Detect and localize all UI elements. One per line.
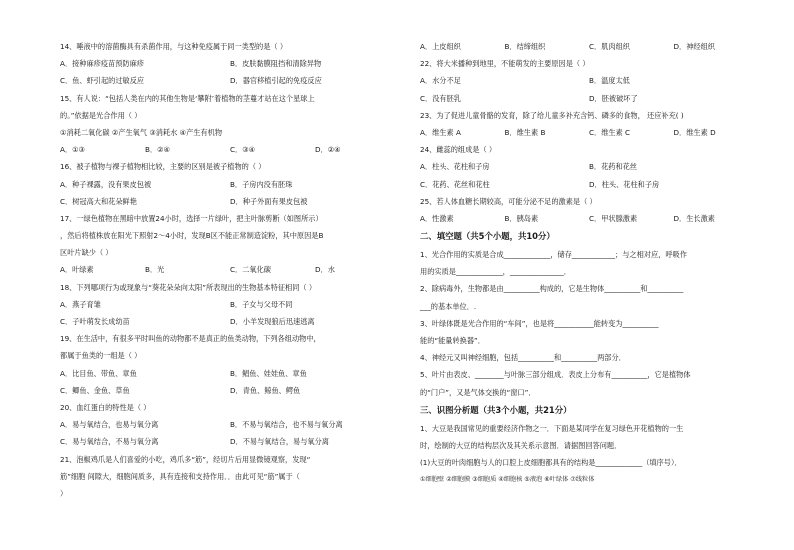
analysis-structure-items: ①细胞壁 ②细胞膜 ③细胞质 ④细胞核 ⑤液泡 ⑥叶绿体 ⑦线粒体 — [420, 476, 595, 484]
q24-option-a: A．柱头、花柱和子房 — [420, 162, 490, 172]
q14-stem: 14、唾液中的溶菌酶具有杀菌作用，与这种免疫属于同一类型的是（ ） — [60, 42, 288, 51]
q14-option-c: C．鱼、虾引起的过敏反应 — [60, 76, 145, 86]
q19-stem-2: 都属于鱼类的一组是（ ） — [60, 351, 142, 361]
fill-line-9: 的“门户”，又是气体交换的“窗口”． — [420, 387, 536, 397]
q22-option-b: B．温度太低 — [589, 76, 630, 86]
q21-stem-2: 筋”细胞 间隙大，细胞间质多，具有连接和支持作用．．由此可见“筋”属于（ — [60, 471, 300, 481]
q16-options-row2 — [60, 193, 400, 210]
q17-options — [60, 261, 400, 278]
q21-options — [420, 38, 758, 55]
q18-option-d: D．小羊发现狼后迅速逃离 — [230, 317, 315, 326]
q17-stem-3: 区叶片缺少（ ） — [60, 248, 113, 258]
q14-option-a: A．接种麻疹疫苗预防麻疹 — [60, 59, 144, 69]
q18-options-row2 — [60, 313, 400, 330]
q20-options-row2 — [60, 433, 400, 450]
q22-option-a: A．水分不足 — [420, 76, 461, 86]
q15-items: ①消耗二氧化碳 ②产生氧气 ③消耗水 ④产生有机物 — [60, 127, 223, 137]
q25-option-c: C．甲状腺激素 — [589, 213, 638, 223]
left-column — [60, 38, 400, 502]
q19-option-d: D．青鱼、鲸鱼、鳄鱼 — [230, 385, 301, 395]
q15-option-d: D．②④ — [315, 145, 341, 155]
q16-option-b: B．子房内没有胚珠 — [230, 179, 293, 189]
fill-line-2: 用的实质是_____________，_______________． — [420, 267, 571, 277]
q23-option-a: A．维生素 A — [420, 127, 461, 137]
q22-options-row1 — [420, 72, 758, 89]
q22-stem: 22、将大米播种到地里，不能萌发的主要原因是（ ） — [420, 59, 590, 69]
q20-option-b: B．不易与氧结合，也不易与氧分离 — [230, 420, 343, 430]
q18-options-row1 — [60, 296, 400, 313]
q20-stem: 20、血红蛋白的特性是（ ） — [60, 402, 151, 412]
q24-option-b: B．花药和花丝 — [589, 162, 638, 172]
q23-stem: 23、为了促进儿童骨骼的发育，除了给儿童多补充含钙、磷多的食物， 还应补充( ) — [420, 110, 684, 120]
q21-option-b: B．结缔组织 — [504, 42, 546, 51]
q19-option-c: C．鲫鱼、金鱼、草鱼 — [60, 385, 130, 395]
q24-option-c: C．花药、花丝和花柱 — [420, 179, 490, 189]
section-2-title: 二、填空题（共5个小题，共10分） — [420, 231, 555, 242]
q16-option-d: D．种子外面有果皮包被 — [230, 196, 308, 206]
fill-line-3: 2、除病毒外，生物都是由__________构成的，它是生物体__________和__________ — [420, 284, 684, 294]
q18-stem: 18、下列哪项行为或现象与“葵花朵朵向太阳”所表现出的生物基本特征相同（ ） — [60, 282, 317, 292]
q22-options-row2 — [420, 90, 758, 107]
q15-option-a: A．①③ — [60, 145, 85, 155]
q21-stem-3: ） — [60, 488, 68, 498]
q25-stem: 25、若人体血糖长期较高，可能分泌不足的激素是（ ） — [420, 196, 597, 206]
q15-stem-2: 的。”依据是光合作用（ ） — [60, 110, 142, 120]
fill-line-1: 1、光合作用的实质是合成_____________，储存____________；与之相对应，呼吸作 — [420, 250, 687, 260]
q23-option-d: D．维生素 D — [673, 127, 716, 137]
q19-stem-1: 19、在生活中，有很多平时叫鱼的动物都不是真正的鱼类动物，下列各组动物中， — [60, 334, 321, 344]
section-3-title: 三、识图分析题（共3个小题，共21分） — [420, 404, 572, 415]
q19-option-b: B．鲳鱼、娃娃鱼、章鱼 — [230, 368, 307, 378]
q24-option-d: D．柱头、花柱和子房 — [589, 179, 660, 189]
q23-options — [420, 124, 758, 141]
q20-option-a: A．易与氧结合，也易与氧分离 — [60, 420, 159, 430]
q15-option-b: B．②④ — [145, 145, 171, 155]
q17-stem-2: ，然后将植株放在阳光下照射2～4小时，发现B区不能正常制造淀粉，其中原因是B — [60, 231, 324, 241]
fill-line-7: 4、神经元又叫神经细胞，包括__________和__________两部分． — [420, 353, 626, 363]
q17-stem-1: 17、一绿色植物在黑暗中放置24小时，选择一片绿叶，把主叶脉剪断（如图所示） — [60, 213, 323, 223]
fill-line-4: ___的基本单位．. — [420, 301, 477, 311]
q25-option-d: D．生长激素 — [673, 213, 715, 223]
fill-line-8: 5、叶片由表皮、________与叶脉三部分组成．表皮上分布有__________，它是植物体 — [420, 370, 691, 380]
q15-option-c: C．③④ — [230, 145, 256, 155]
q23-option-c: C．维生素 C — [589, 127, 631, 137]
q21-option-c: C．肌肉组织 — [589, 42, 630, 51]
q17-option-d: D．水 — [315, 265, 335, 275]
q16-option-a: A．种子裸露，没有果皮包被 — [60, 179, 152, 189]
right-column — [420, 38, 758, 489]
q21-stem-1: 21、泡椒鸡爪是人们喜爱的小吃，鸡爪多“筋”，经切片后用显微镜观察，发现“ — [60, 454, 311, 464]
q20-option-c: C．易与氧结合，不易与氧分离 — [60, 437, 159, 447]
q17-option-c: C．二氧化碳 — [230, 265, 271, 275]
q24-options-row1 — [420, 158, 758, 175]
q18-option-c: C．子叶萌发长成幼苗 — [60, 317, 130, 326]
q25-option-b: B．胰岛素 — [504, 213, 539, 223]
q24-options-row2 — [420, 176, 758, 193]
q21-option-d: D．神经组织 — [673, 42, 715, 51]
q19-option-a: A．比目鱼、带鱼、章鱼 — [60, 368, 137, 378]
q22-option-d: D．胚被破坏了 — [589, 93, 638, 103]
q22-option-c: C．没有胚乳 — [420, 93, 461, 103]
q19-options-row1 — [60, 365, 400, 382]
q24-stem: 24、雌蕊的组成是（ ） — [420, 145, 497, 155]
analysis-line-1: 1、大豆是我国常见的重要经济作物之一．下面是某同学在复习绿色开花植物的一生 — [420, 423, 684, 433]
q18-option-a: A．燕子育雏 — [60, 299, 101, 309]
q17-option-a: A．叶绿素 — [60, 265, 94, 275]
q14-option-b: B．皮肤黏膜阻挡和清除异物 — [230, 59, 322, 69]
q17-option-b: B．光 — [145, 265, 165, 275]
q15-options — [60, 141, 400, 158]
q14-options-row2 — [60, 72, 400, 89]
q23-option-b: B．维生素 B — [504, 127, 546, 137]
analysis-line-2: 时，绘制的大豆的结构层次及其关系示意图．请据图回答问题． — [420, 440, 622, 450]
q14-options-row1 — [60, 55, 400, 72]
q16-options-row1 — [60, 176, 400, 193]
q16-stem: 16、被子植物与裸子植物相比较，主要的区别是被子植物的（ ） — [60, 162, 266, 172]
fill-line-5: 3、叶绿体既是光合作用的“车间”，也是将___________能转变为__________ — [420, 318, 659, 328]
q21-option-a: A．上皮组织 — [420, 42, 461, 51]
analysis-line-3: (1)大豆的叶肉细胞与人的口腔上皮细胞都具有的结构是_____________（填序号）． — [420, 458, 682, 468]
q25-option-a: A．性激素 — [420, 213, 454, 223]
q20-options-row1 — [60, 416, 400, 433]
q15-stem-1: 15、有人说：“包括人类在内的其他生物是‘攀附’着植物的茎蔓才站在这个星球上 — [60, 93, 315, 103]
q19-options-row2 — [60, 382, 400, 399]
q20-option-d: D．不易与氧结合，易与氧分离 — [230, 437, 329, 447]
fill-line-6: 能的“能量转换器”． — [420, 336, 485, 345]
q25-options — [420, 210, 758, 227]
q18-option-b: B．子女与父母不同 — [230, 299, 293, 309]
q14-option-d: D．器官移植引起的免疫反应 — [230, 76, 322, 86]
q16-option-c: C．树冠高大和花朵鲜艳 — [60, 196, 137, 206]
